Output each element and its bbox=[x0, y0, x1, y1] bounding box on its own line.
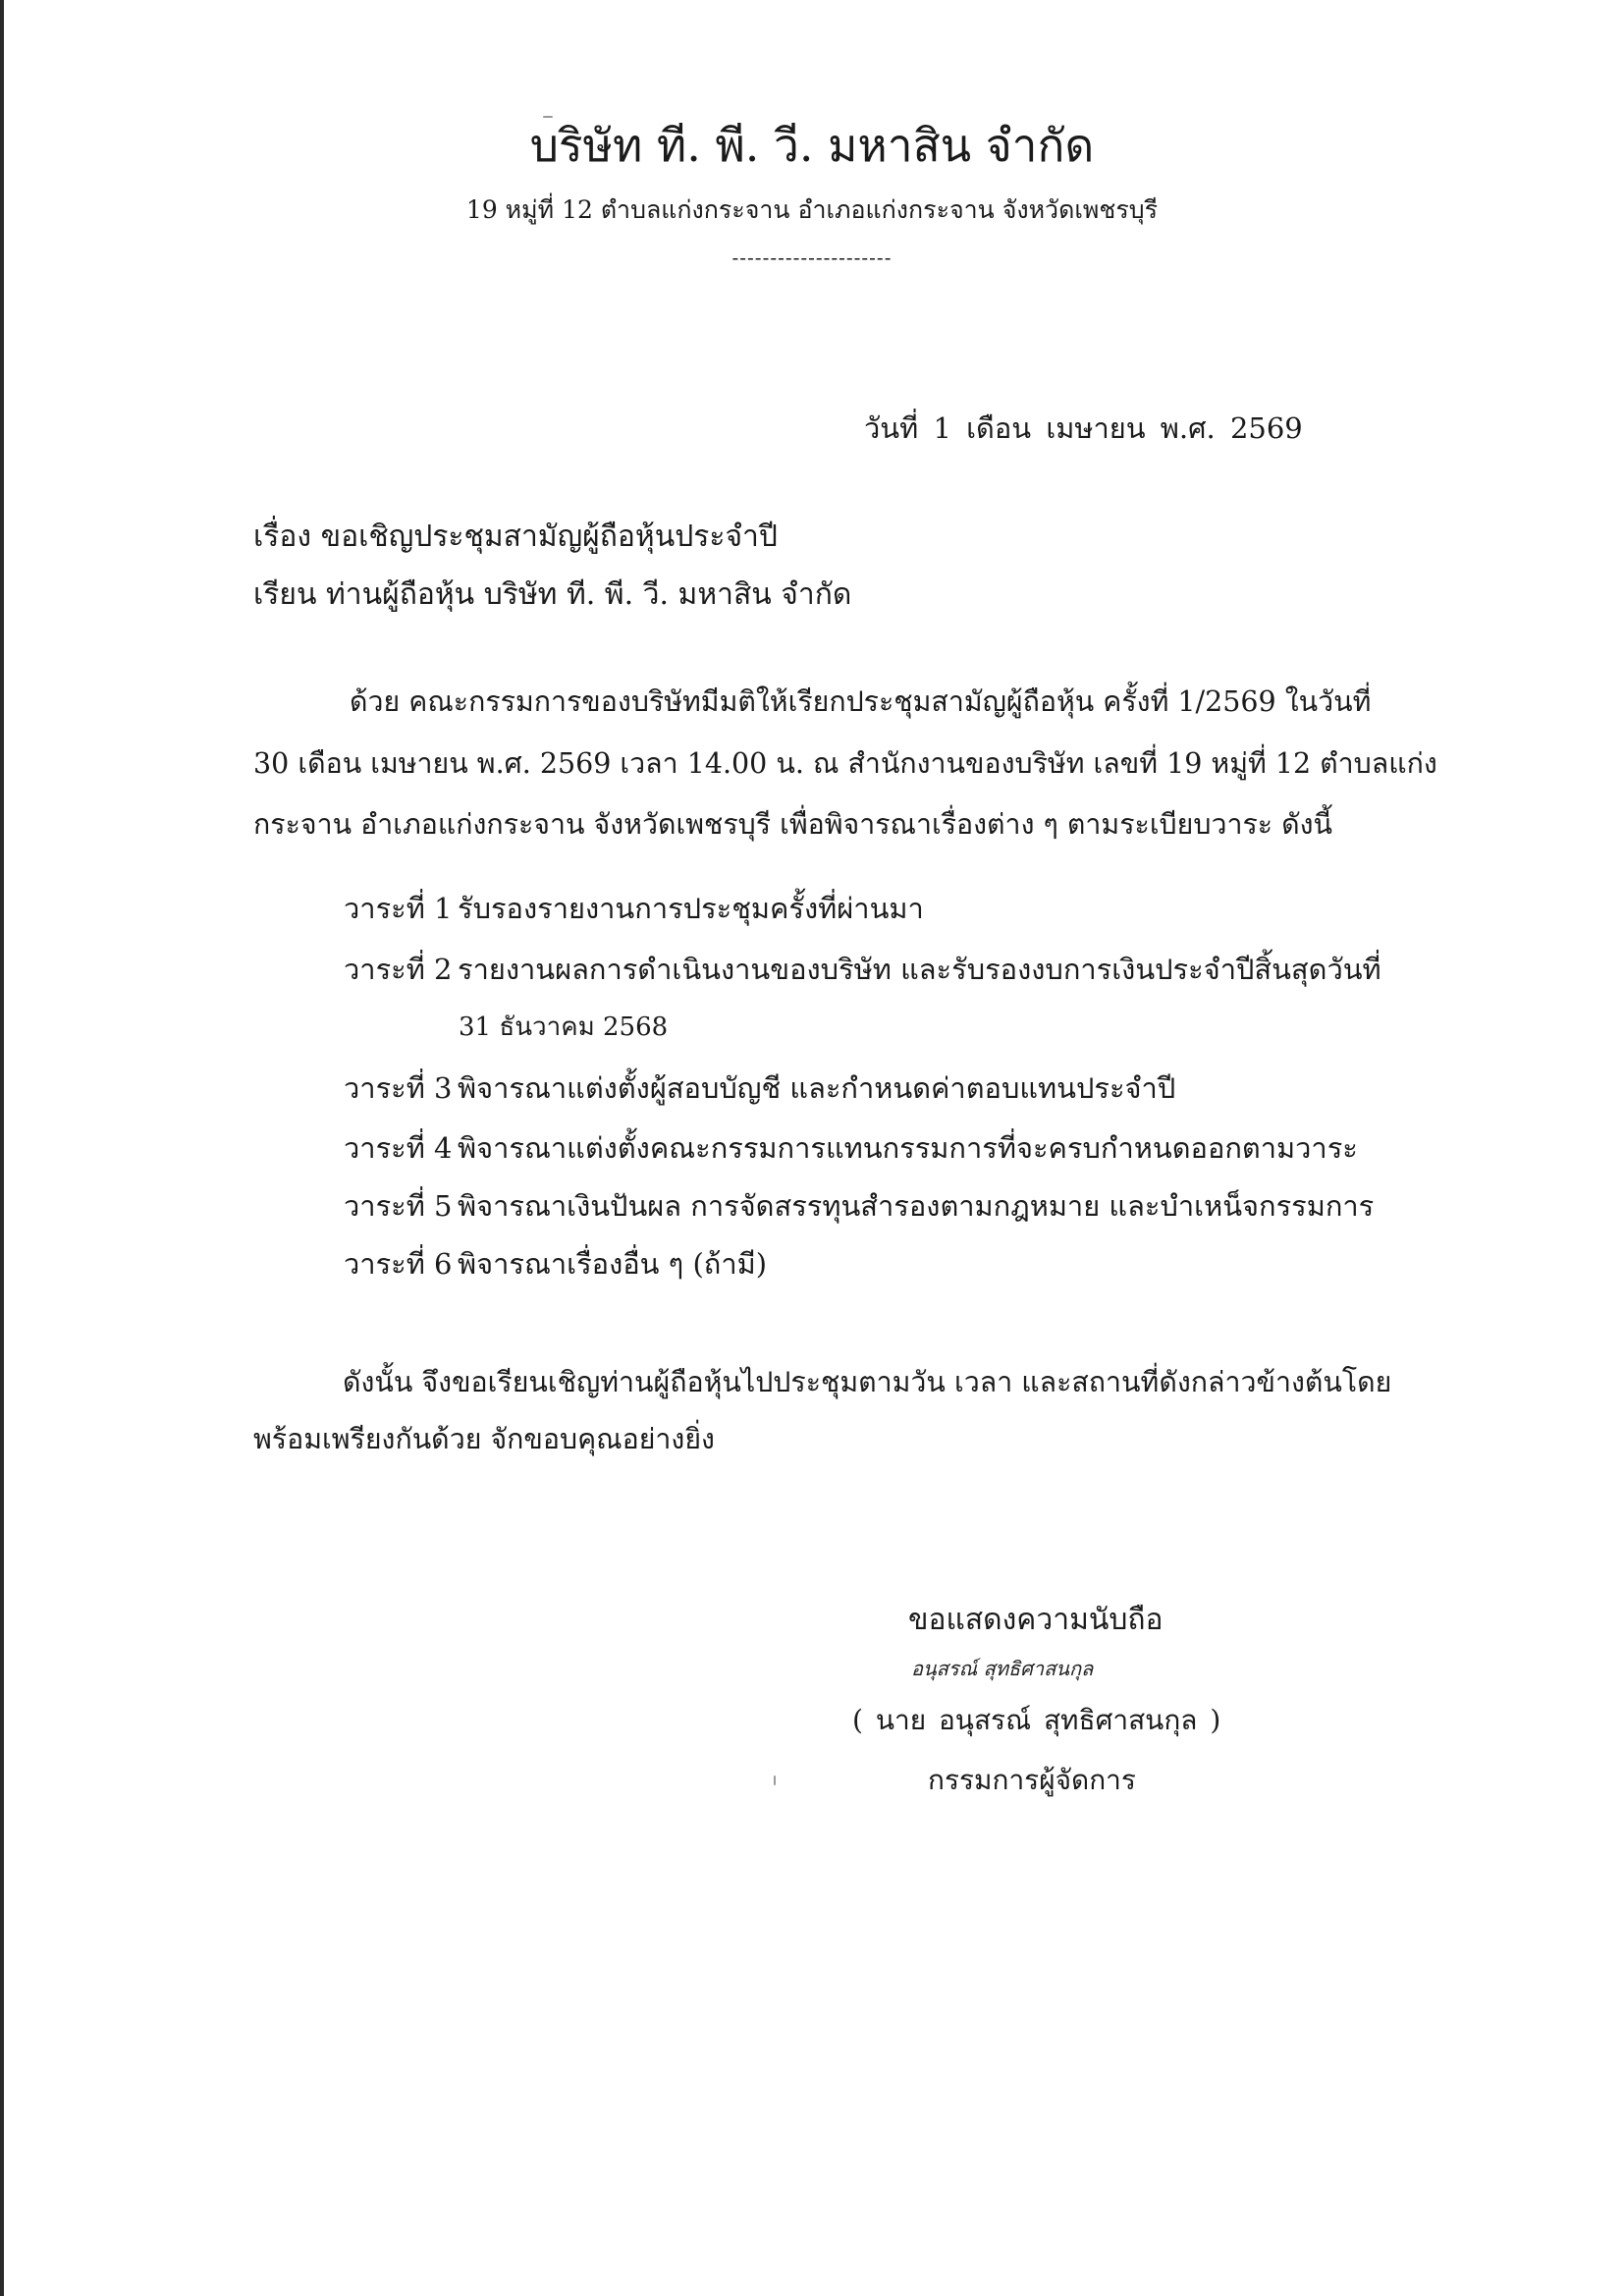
agenda-text: พิจารณาเงินปันผล การจัดสรรทุนสำรองตามกฎหมาย และบำเหน็จกรรมการ bbox=[458, 1189, 1375, 1223]
document-date: วันที่ 1 เดือน เมษายน พ.ศ. 2569 bbox=[864, 411, 1303, 445]
agenda-text: รายงานผลการดำเนินงานของบริษัท และรับรองงบการเงินประจำปีสิ้นสุดวันที่ bbox=[458, 953, 1381, 986]
agenda-label: วาระที่ 2 bbox=[344, 953, 453, 986]
company-address: 19 หมู่ที่ 12 ตำบลแก่งกระจาน อำเภอแก่งกระจาน จังหวัดเพชรบุรี bbox=[465, 195, 1159, 224]
agenda-item-2-continuation: 31 ธันวาคม 2568 bbox=[459, 1012, 669, 1042]
agenda-text: พิจารณาแต่งตั้งคณะกรรมการแทนกรรมการที่จะครบกำหนดออกตามวาระ bbox=[458, 1131, 1358, 1165]
agenda-item-2 bbox=[344, 948, 1381, 991]
subject-line: เรื่อง ขอเชิญประชุมสามัญผู้ถือหุ้นประจำปี bbox=[253, 519, 778, 554]
agenda-label: วาระที่ 6 bbox=[344, 1247, 453, 1281]
intro-paragraph-line-2: 30 เดือน เมษายน พ.ศ. 2569 เวลา 14.00 น. ณ สำนักงานของบริษัท เลขที่ 19 หมู่ที่ 12 ตำบลแก่ง bbox=[253, 747, 1437, 780]
intro-paragraph-line-1: ด้วย คณะกรรมการของบริษัทมีมติให้เรียกประชุมสามัญผู้ถือหุ้น ครั้งที่ 1/2569 ในวันที่ bbox=[350, 685, 1372, 718]
recipient-line: เรียน ท่านผู้ถือหุ้น บริษัท ที. พี. วี. มหาสิน จำกัด bbox=[253, 577, 852, 612]
scan-left-edge bbox=[0, 0, 4, 2296]
agenda-item-5 bbox=[344, 1184, 1374, 1228]
agenda-item-1 bbox=[344, 887, 924, 930]
header-divider: --------------------- bbox=[731, 246, 893, 269]
agenda-item-4 bbox=[344, 1126, 1358, 1170]
agenda-item-3 bbox=[344, 1066, 1175, 1110]
conclusion-line-1: ดังนั้น จึงขอเรียนเชิญท่านผู้ถือหุ้นไปประชุมตามวัน เวลา และสถานที่ดังกล่าวข้างต้นโดย bbox=[343, 1366, 1392, 1398]
conclusion-line-2: พร้อมเพรียงกันด้วย จักขอบคุณอย่างยิ่ง bbox=[253, 1423, 715, 1455]
agenda-label: วาระที่ 5 bbox=[344, 1189, 453, 1223]
agenda-label: วาระที่ 3 bbox=[344, 1071, 453, 1105]
scan-speck bbox=[774, 1776, 776, 1785]
handwritten-signature: อนุสรณ์ สุทธิศาสนกุล bbox=[911, 1657, 1094, 1680]
signer-name: ( นาย อนุสรณ์ สุทธิศาสนกุล ) bbox=[852, 1704, 1221, 1736]
signer-title: กรรมการผู้จัดการ bbox=[928, 1764, 1136, 1796]
agenda-item-6 bbox=[344, 1242, 767, 1285]
closing-salutation: ขอแสดงความนับถือ bbox=[908, 1603, 1164, 1637]
company-name: บริษัท ที. พี. วี. มหาสิน จำกัด bbox=[529, 119, 1095, 172]
agenda-label: วาระที่ 1 bbox=[344, 892, 453, 925]
intro-paragraph-line-3: กระจาน อำเภอแก่งกระจาน จังหวัดเพชรบุรี เพื่อพิจารณาเรื่องต่าง ๆ ตามระเบียบวาระ ดังนี้ bbox=[253, 808, 1333, 841]
agenda-text: พิจารณาแต่งตั้งผู้สอบบัญชี และกำหนดค่าตอบแทนประจำปี bbox=[458, 1071, 1176, 1105]
agenda-text: พิจารณาเรื่องอื่น ๆ (ถ้ามี) bbox=[458, 1247, 768, 1281]
agenda-label: วาระที่ 4 bbox=[344, 1131, 453, 1165]
agenda-text: รับรองรายงานการประชุมครั้งที่ผ่านมา bbox=[458, 892, 924, 925]
